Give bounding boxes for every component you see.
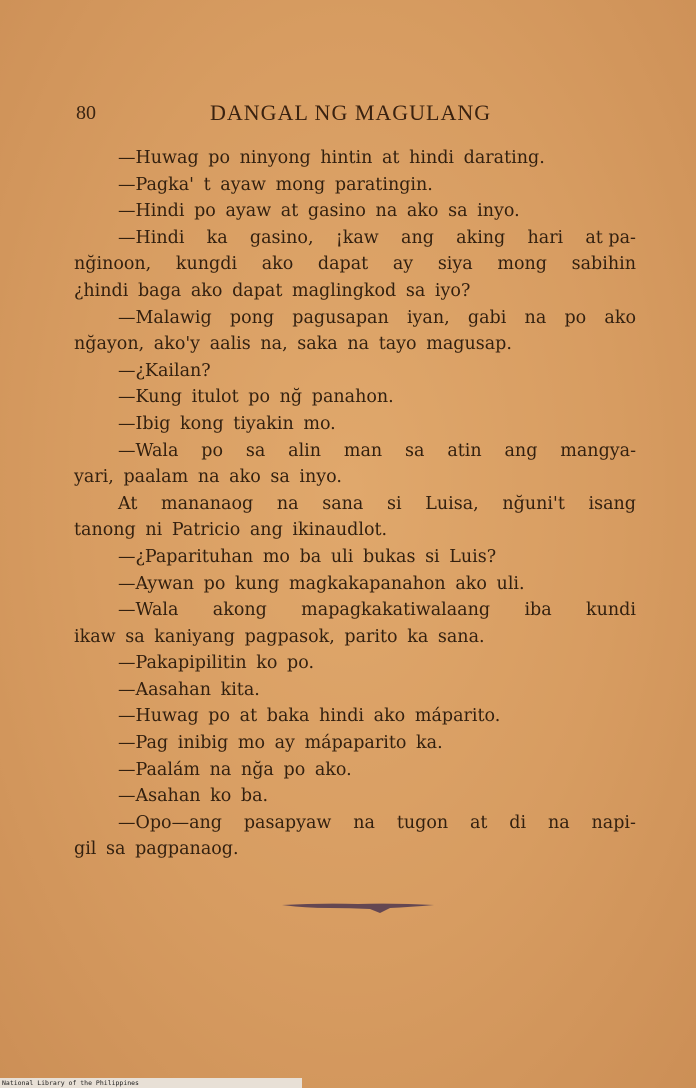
word: sa	[405, 440, 425, 461]
word: gasino	[307, 201, 366, 222]
word: magusap.	[426, 334, 512, 355]
word: gasino,	[249, 227, 314, 248]
word: kung	[235, 573, 280, 594]
word: sa	[106, 839, 126, 860]
text-line	[74, 836, 636, 863]
word: —Pakapipilitin	[118, 653, 247, 674]
word: ako'y	[153, 334, 201, 355]
text-line	[74, 730, 636, 757]
end-ornament-rule	[280, 898, 436, 918]
text-line	[74, 517, 636, 544]
word: mo.	[303, 413, 336, 434]
text-line	[74, 305, 636, 332]
word: baga	[137, 280, 182, 301]
word: ako.	[314, 759, 352, 780]
word: po	[564, 307, 587, 328]
word: —Paalám	[118, 759, 200, 780]
word: uli.	[496, 573, 525, 594]
word: po.	[287, 653, 315, 674]
word: kungdi	[175, 254, 238, 275]
word: —Asahan	[118, 786, 201, 807]
word: —¿Paparituhan	[118, 546, 254, 567]
word: tugon	[396, 812, 449, 833]
word: inibig	[177, 733, 229, 754]
word: ako	[455, 573, 487, 594]
word: bukas	[362, 546, 416, 567]
word: Luis?	[449, 546, 497, 567]
word: po	[248, 387, 271, 408]
word: pagpasok,	[244, 626, 335, 647]
text-line	[74, 331, 636, 358]
word: ako	[261, 254, 294, 275]
text-line	[74, 198, 636, 225]
page-number: 80	[76, 102, 96, 124]
word: —Hindi	[118, 201, 185, 222]
word: siya	[437, 254, 473, 275]
word: na	[547, 812, 570, 833]
word: pong	[229, 307, 275, 328]
word: dapat	[317, 254, 369, 275]
text-line	[74, 757, 636, 784]
word: ka	[206, 227, 228, 248]
word: sa	[125, 626, 145, 647]
word: nğuni't	[502, 493, 565, 514]
word: na	[276, 493, 299, 514]
word: baka	[266, 706, 310, 727]
word: ko	[210, 786, 232, 807]
word: at	[280, 201, 299, 222]
word: ayaw	[220, 174, 267, 195]
word: —Aasahan	[118, 679, 211, 700]
body-text	[74, 145, 636, 863]
word: po	[194, 201, 216, 222]
word: kong	[180, 413, 224, 434]
text-line	[74, 597, 636, 624]
running-head	[76, 100, 636, 130]
library-credit: National Library of the Philippines	[0, 1078, 302, 1088]
word: at pa-	[585, 227, 636, 248]
word: na,	[260, 334, 288, 355]
word: saka	[297, 334, 338, 355]
text-line	[74, 703, 636, 730]
word: nğ	[279, 387, 303, 408]
word: ang	[401, 227, 434, 248]
word: mo	[262, 546, 290, 567]
word: —Pag	[118, 733, 169, 754]
word: —¿Kailan?	[118, 360, 211, 381]
word: —Malawig	[118, 307, 212, 328]
word: na	[524, 307, 547, 328]
word: alin	[288, 440, 322, 461]
word: iyan,	[406, 307, 450, 328]
word: po	[203, 573, 226, 594]
word: ay	[392, 254, 414, 275]
text-line	[74, 358, 636, 385]
book-title: DANGAL NG MAGULANG	[210, 100, 492, 125]
word: na	[375, 201, 398, 222]
word: —Kung	[118, 387, 182, 408]
word: Patricio	[171, 520, 241, 541]
word: na	[347, 334, 370, 355]
end-ornament	[280, 898, 436, 918]
word: parito	[344, 626, 398, 647]
word: na	[353, 812, 375, 833]
word: hindi	[409, 148, 455, 168]
word: iba	[524, 600, 552, 621]
word: sa	[270, 467, 290, 488]
word: ka.	[416, 733, 443, 754]
word: tiyakin	[233, 413, 294, 434]
word: ako	[190, 280, 223, 301]
word: yari,	[74, 467, 114, 488]
word: isang	[588, 493, 636, 514]
word: sabihin	[571, 254, 636, 275]
word: mong	[497, 254, 547, 275]
text-line	[74, 544, 636, 571]
word: —Aywan	[118, 573, 194, 594]
word: man	[343, 440, 383, 461]
word: mo	[237, 733, 265, 754]
word: pasapyaw	[243, 812, 332, 833]
word: ako	[229, 467, 261, 488]
word: mananaog	[161, 493, 254, 514]
text-line	[74, 783, 636, 810]
word: —Huwag	[118, 148, 199, 168]
word: sa	[405, 280, 426, 301]
word: na	[197, 467, 220, 488]
word: gabi	[467, 307, 507, 328]
text-line	[74, 278, 636, 305]
word: di	[509, 812, 527, 833]
word: po	[208, 148, 231, 168]
text-line	[74, 225, 636, 252]
word: ang	[504, 440, 538, 461]
word: hintin	[320, 148, 373, 168]
word: sana.	[437, 626, 485, 647]
word: hari	[527, 227, 564, 248]
word: darating.	[463, 148, 545, 168]
word: paratingin.	[334, 174, 433, 195]
word: ¡kaw	[335, 227, 379, 248]
word: at	[239, 706, 258, 727]
word: ko	[256, 653, 278, 674]
word: ako	[604, 307, 636, 328]
word: si	[387, 493, 402, 514]
word: mápaparito	[304, 733, 407, 754]
word: tayo	[378, 334, 417, 355]
word: tanong	[74, 520, 136, 541]
text-line	[74, 491, 636, 518]
text-line	[74, 624, 636, 651]
word: akong	[212, 600, 267, 621]
text-line	[74, 384, 636, 411]
text-line	[74, 571, 636, 598]
word: ni	[145, 520, 163, 541]
text-line	[74, 411, 636, 438]
word: —Huwag	[118, 706, 199, 727]
word: uli	[330, 546, 354, 567]
word: inyo.	[477, 201, 520, 222]
word: ba.	[240, 786, 269, 807]
word: ako	[406, 201, 439, 222]
word: magkakapanahon	[288, 573, 446, 594]
word: itulot	[191, 387, 239, 408]
text-line	[74, 251, 636, 278]
word: mapagkakatiwalaang	[301, 600, 491, 621]
text-line	[74, 650, 636, 677]
word: at	[469, 812, 488, 833]
word: —Wala	[118, 600, 179, 621]
word: atin	[447, 440, 482, 461]
word: po	[208, 706, 231, 727]
word: kundi	[586, 600, 636, 621]
word: —Hindi	[118, 227, 185, 248]
word: aalis	[209, 334, 251, 355]
word: t	[203, 174, 211, 195]
word: sa	[245, 440, 266, 461]
word: kaniyang	[154, 626, 235, 647]
text-line	[74, 677, 636, 704]
word: nğinoon,	[74, 254, 152, 275]
text-line	[74, 464, 636, 491]
word: ang	[249, 520, 283, 541]
word: Luisa,	[425, 493, 479, 514]
word: ako	[373, 706, 406, 727]
word: sa	[448, 201, 468, 222]
word: maglingkod	[292, 280, 397, 301]
word: dapat	[232, 280, 283, 301]
word: ikaw	[74, 626, 116, 647]
word: inyo.	[299, 467, 342, 488]
word: mong	[275, 174, 326, 195]
word: iyo?	[434, 280, 471, 301]
word: ikinaudlot.	[292, 520, 388, 541]
word: panahon.	[311, 387, 394, 408]
word: —Pagka'	[118, 174, 194, 195]
word: sana	[322, 493, 364, 514]
word: aking	[456, 227, 506, 248]
word: paalam	[123, 467, 189, 488]
text-line	[74, 145, 636, 172]
text-line	[74, 438, 636, 465]
word: hindi	[319, 706, 365, 727]
word: ay	[274, 733, 295, 754]
word: máparito.	[414, 706, 501, 727]
word: ayaw	[225, 201, 272, 222]
word: nğayon,	[74, 334, 145, 355]
word: —Wala	[118, 440, 179, 461]
word: ka	[407, 626, 429, 647]
word: gil	[74, 839, 97, 860]
word: ninyong	[239, 148, 311, 168]
word: at	[382, 148, 400, 168]
word: na	[209, 759, 232, 780]
text-line	[74, 810, 636, 837]
text-line	[74, 172, 636, 199]
word: mangya-	[560, 440, 636, 461]
word: kita.	[220, 679, 260, 700]
word: At	[118, 493, 138, 514]
word: nğa	[240, 759, 274, 780]
word: po	[283, 759, 306, 780]
word: —Ibig	[118, 413, 171, 434]
word: ¿hindi	[74, 280, 129, 301]
word: pagpanaog.	[135, 839, 239, 860]
word: ba	[299, 546, 322, 567]
word: —Opo—ang	[118, 812, 222, 833]
word: napi-	[591, 812, 636, 833]
word: pagusapan	[292, 307, 389, 328]
word: po	[201, 440, 224, 461]
word: si	[425, 546, 440, 567]
